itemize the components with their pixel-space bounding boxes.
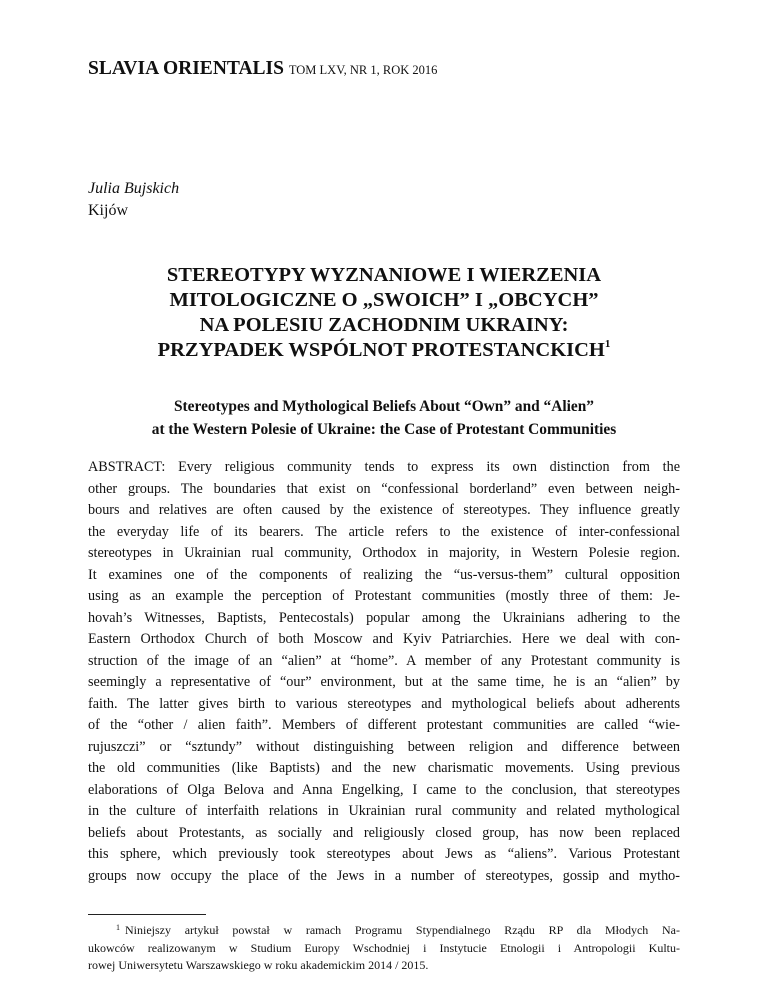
journal-header [88,58,437,80]
title-line: STEREOTYPY WYZNANIOWE I WIERZENIA [166,264,602,286]
abstract-line: elaborations of Olga Belova and Anna Engelking, I came to the conclusion, that stereotypes [88,781,680,798]
abstract [88,457,680,887]
english-title [88,395,680,441]
footnote-line: ukowców realizowanym w Studium Europy Wschodniej i Instytucie Etnologii i Antropologii Kultu- [88,940,680,955]
abstract-line: stereotypes in Ukrainian rual community, Orthodox in majority, in Western Polesie region. [88,545,680,561]
author-city: Kijów [88,202,128,219]
title-line: NA POLESIU ZACHODNIM UKRAINY: [199,314,569,336]
abstract-line: rujuszczi” or “sztundy” without distinguishing between religion and difference between [88,738,680,755]
abstract-line: this sphere, which previously took stereotypes about Jews as “aliens”. Various Protestant [88,846,680,862]
footnote-line: rowej Uniwersytetu Warszawskiego w roku akademickim 2014 / 2015. [88,958,429,972]
footnote-line [88,922,680,940]
abstract-line: using as an example the perception of Protestant communities (mostly three of them: Je- [88,588,680,604]
abstract-line: hovah’s Witnesses, Baptists, Pentecostals) popular among the Ukrainians adhering to the [88,609,680,626]
abstract-line: of the “other / alien faith”. Members of different protestant communities are called “wie- [88,717,680,733]
footnote-line-text: Niniejszy artykuł powstał w ramach Programu Stypendialnego Rządu RP dla Młodych Na- [125,923,680,937]
abstract-line: faith. The latter gives birth to various stereotypes and mythological beliefs about adherents [88,695,680,712]
abstract-line: other groups. The boundaries that exist on “confessional borderland” even between neigh- [88,480,680,497]
journal-name: SLAVIA ORIENTALIS [88,58,284,79]
footnote [88,922,680,975]
footnote-separator [88,914,206,915]
author-block [88,178,179,222]
footnote-marker: 1 [116,923,120,932]
abstract-line: bours and relatives are often caused by the existence of stereotypes. They influence greatly [88,502,680,518]
english-title-line: Stereotypes and Mythological Beliefs About “Own” and “Alien” [174,398,594,415]
abstract-line: seemingly a representative of “our” environment, but at the same time, he is an “alien” by [88,674,680,690]
article-title [88,263,680,363]
journal-volume: TOM LXV, NR 1, ROK 2016 [288,63,438,77]
author-name: Julia Bujskich [88,180,180,197]
abstract-line: struction of the image of an “alien” at “home”. A member of any Protestant community is [88,652,680,669]
abstract-line: Eastern Orthodox Church of both Moscow and Kyiv Patriarchies. Here we deal with con- [88,631,680,647]
title-footnote-ref[interactable]: 1 [604,338,611,350]
title-line: MITOLOGICZNE O „SWOICH” I „OBCYCH” [169,289,599,311]
abstract-line: the everyday life of its bearers. The article refers to the existence of inter-confessional [88,523,680,540]
abstract-line: in the culture of interfaith relations in Ukrainian rural community and related mythological [88,803,680,819]
abstract-line: groups now occupy the place of the Jews in a number of stereotypes, gossip and mytho- [88,867,680,884]
abstract-line: ABSTRACT: Every religious community tends to express its own distinction from the [88,459,680,475]
abstract-line: the old communities (like Baptists) and the new charismatic movements. Using previous [88,760,680,776]
title-line-text: PRZYPADEK WSPÓLNOT PROTESTANCKICH [157,339,605,361]
abstract-line: It examines one of the components of realizing the “us-versus-them” cultural opposition [88,566,680,583]
english-title-line: at the Western Polesie of Ukraine: the Case of Protestant Communities [151,421,617,438]
title-line [88,338,680,363]
abstract-line: beliefs about Protestants, as socially and religiously closed group, has now been replaced [88,824,680,841]
